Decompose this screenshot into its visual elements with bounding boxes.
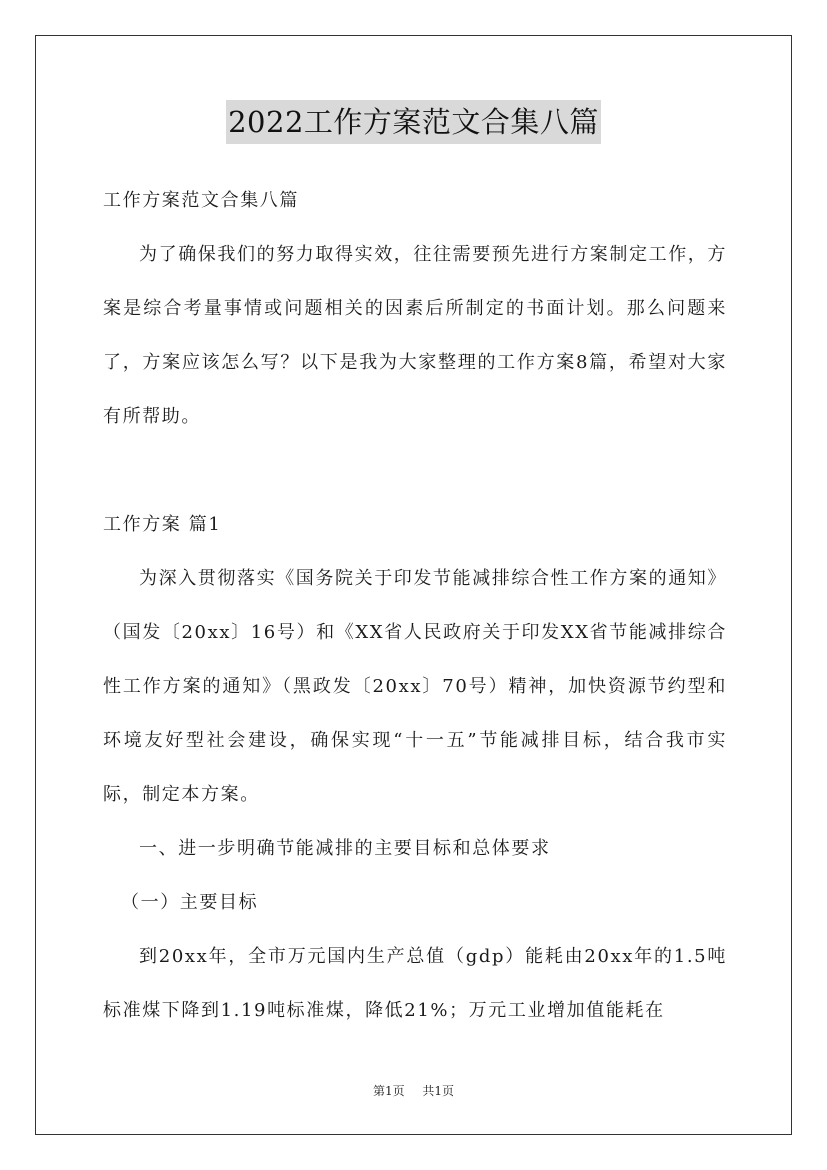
section-paragraph: 为深入贯彻落实《国务院关于印发节能减排综合性工作方案的通知》（国发〔20xx〕16号）和《XX省人民政府关于印发XX省节能减排综合性工作方案的通知》（黑政发〔20xx〕70号）精神，加快资源节约型和环境友好型社会建设，确保实现“十一五”节能减排目标，结合我市实际，制定本方案。 bbox=[103, 568, 727, 805]
document-body bbox=[103, 174, 727, 1038]
document-title: 2022工作方案范文合集八篇 bbox=[226, 100, 601, 144]
page-total: 共1页 bbox=[422, 1084, 455, 1098]
page-number: 第1页 bbox=[372, 1084, 405, 1098]
subtitle-line: 工作方案范文合集八篇 bbox=[103, 190, 299, 211]
page-footer bbox=[0, 1082, 827, 1099]
heading-level-2: （一）主要目标 bbox=[121, 892, 259, 913]
target-paragraph: 到20xx年，全市万元国内生产总值（gdp）能耗由20xx年的1.5吨标准煤下降到1.19吨标准煤，降低21%；万元工业增加值能耗在 bbox=[103, 946, 727, 1021]
title-container bbox=[0, 100, 827, 144]
paragraph-gap bbox=[103, 444, 727, 498]
intro-paragraph: 为了确保我们的努力取得实效，往往需要预先进行方案制定工作，方案是综合考量事情或问题相关的因素后所制定的书面计划。那么问题来了，方案应该怎么写？以下是我为大家整理的工作方案8篇，希望对大家有所帮助。 bbox=[103, 244, 727, 427]
section-heading: 工作方案 篇1 bbox=[103, 514, 222, 535]
heading-level-1: 一、进一步明确节能减排的主要目标和总体要求 bbox=[139, 838, 551, 859]
